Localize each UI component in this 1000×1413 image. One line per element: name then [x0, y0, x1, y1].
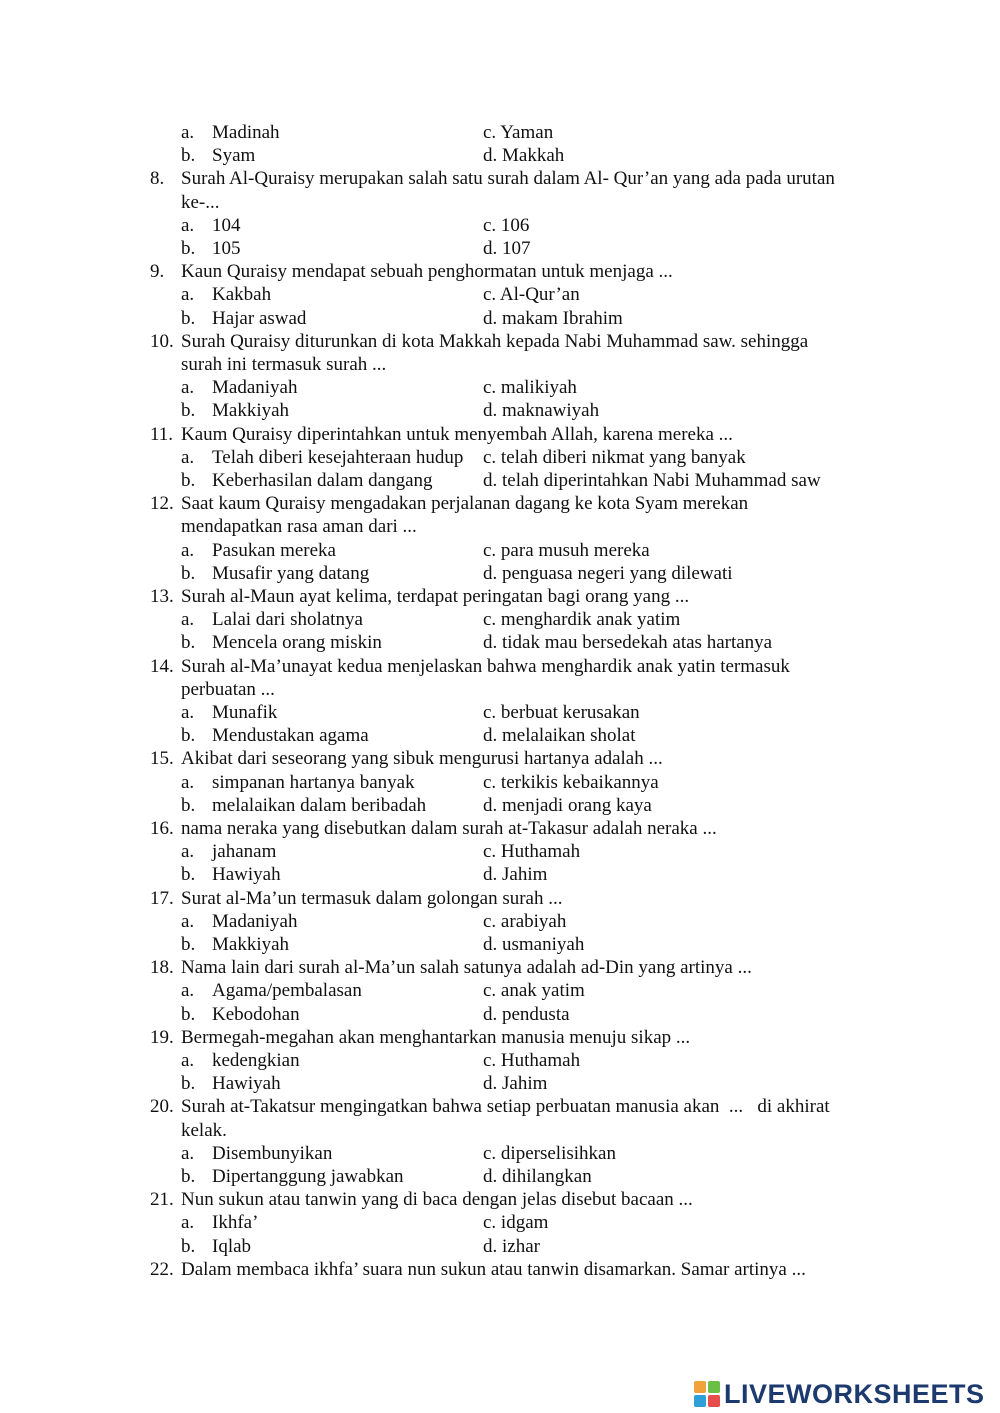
option-letter-left: b. [181, 725, 196, 747]
logo-tile-3 [694, 1395, 706, 1407]
option-letter-left: a. [181, 702, 195, 723]
question-number: 18. [150, 957, 174, 979]
option-row [0, 1235, 1000, 1258]
option-text-left: Hawiyah [212, 1073, 281, 1095]
question-text: Surah Quraisy diturunkan di kota Makkah kepada Nabi Muhammad saw. sehingga [181, 330, 809, 352]
option-letter-left: a. [181, 1212, 195, 1234]
option-text-left: Telah diberi kesejahteraan hudup [212, 446, 464, 468]
option-row [0, 1142, 1000, 1165]
question-line [0, 956, 1000, 979]
option-letter-left: b. [181, 238, 196, 259]
option-text-left: Dipertanggung jawabkan [212, 1166, 404, 1187]
option-letter-left: b. [181, 145, 196, 167]
question-number: 10. [150, 330, 174, 352]
option-text-left: Keberhasilan dalam dangang [212, 470, 433, 491]
option-letter-left: b. [181, 864, 196, 886]
question-line [0, 330, 1000, 353]
question-line [0, 423, 1000, 446]
option-row [0, 863, 1000, 886]
option-text-left: Disembunyikan [212, 1142, 333, 1164]
option-row [0, 469, 1000, 492]
option-right: c. diperselisihkan [483, 1142, 616, 1164]
option-right: c. para musuh mereka [483, 539, 650, 561]
option-letter-left: b. [181, 632, 196, 654]
option-right: d. melalaikan sholat [483, 725, 636, 747]
question-text: Surah Al-Quraisy merupakan salah satu surah dalam Al- Qur’an yang ada pada urutan [181, 168, 835, 190]
question-continuation-line [0, 678, 1000, 701]
option-right: d. Jahim [483, 1073, 548, 1095]
question-continuation-line [0, 353, 1000, 376]
option-letter-left: b. [181, 1003, 196, 1025]
liveworksheets-logo [694, 1378, 985, 1410]
question-number: 15. [150, 748, 174, 770]
question-number: 16. [150, 818, 174, 839]
option-letter-left: a. [181, 446, 195, 468]
option-text-left: Mencela orang miskin [212, 632, 382, 654]
option-row [0, 214, 1000, 237]
option-letter-left: b. [181, 1166, 196, 1187]
question-line [0, 747, 1000, 770]
option-right: d. makam Ibrahim [483, 307, 623, 329]
question-line [0, 1258, 1000, 1281]
question-line [0, 260, 1000, 283]
option-right: c. idgam [483, 1212, 549, 1234]
question-line [0, 817, 1000, 840]
option-row [0, 1072, 1000, 1095]
option-right: c. terkikis kebaikannya [483, 771, 659, 793]
option-row [0, 283, 1000, 306]
option-text-left: Hajar aswad [212, 307, 307, 329]
option-right: d. dihilangkan [483, 1166, 592, 1187]
option-text-left: Hawiyah [212, 864, 281, 886]
question-text-continued: perbuatan ... [181, 678, 275, 700]
option-text-left: jahanam [212, 841, 277, 863]
option-text-left: kedengkian [212, 1050, 300, 1071]
question-number: 12. [150, 493, 174, 515]
option-right: d. usmaniyah [483, 934, 585, 955]
option-letter-left: b. [181, 307, 196, 329]
option-text-left: 105 [212, 238, 241, 259]
option-right: d. pendusta [483, 1003, 570, 1025]
option-letter-left: a. [181, 841, 195, 863]
option-text-left: Madaniyah [212, 377, 298, 399]
question-line [0, 492, 1000, 515]
option-right: c. berbuat kerusakan [483, 702, 640, 723]
question-text: Kaun Quraisy mendapat sebuah penghormatan untuk menjaga ... [181, 261, 673, 283]
option-right: c. malikiyah [483, 377, 577, 399]
option-text-left: Kakbah [212, 284, 272, 306]
option-right: d. penguasa negeri yang dilewati [483, 562, 733, 584]
liveworksheets-logo-icon [694, 1381, 720, 1407]
option-row [0, 1165, 1000, 1188]
option-right: c. Yaman [483, 122, 554, 143]
logo-tile-1 [694, 1381, 706, 1393]
option-letter-left: b. [181, 470, 196, 491]
option-row [0, 631, 1000, 654]
option-row [0, 399, 1000, 422]
option-letter-left: b. [181, 794, 196, 816]
question-line [0, 887, 1000, 910]
question-number: 19. [150, 1026, 174, 1048]
logo-tile-4 [708, 1395, 720, 1407]
question-text: Surah al-Maun ayat kelima, terdapat peringatan bagi orang yang ... [181, 586, 690, 607]
option-row [0, 562, 1000, 585]
liveworksheets-logo-text: LIVEWORKSHEETS [724, 1378, 985, 1409]
option-row [0, 1049, 1000, 1072]
question-number: 20. [150, 1096, 174, 1118]
question-text: Dalam membaca ikhfa’ suara nun sukun atau tanwin disamarkan. Samar artinya ... [181, 1258, 806, 1280]
option-row [0, 446, 1000, 469]
option-letter-left: a. [181, 771, 195, 793]
option-row [0, 794, 1000, 817]
option-text-left: Madaniyah [212, 910, 298, 932]
option-text-left: melalaikan dalam beribadah [212, 794, 427, 816]
question-number: 13. [150, 586, 174, 607]
question-text: Kaum Quraisy diperintahkan untuk menyembah Allah, karena mereka ... [181, 423, 733, 445]
option-text-left: Iqlab [212, 1235, 252, 1257]
option-text-left: Pasukan mereka [212, 539, 336, 561]
question-number: 8. [150, 168, 165, 190]
option-right: c. Huthamah [483, 1050, 581, 1071]
question-line [0, 585, 1000, 608]
option-row [0, 933, 1000, 956]
option-text-left: Musafir yang datang [212, 562, 370, 584]
option-letter-left: a. [181, 284, 195, 306]
question-line [0, 1026, 1000, 1049]
option-row [0, 539, 1000, 562]
option-right: c. 106 [483, 214, 530, 236]
question-text: Saat kaum Quraisy mengadakan perjalanan dagang ke kota Syam merekan [181, 493, 749, 515]
option-text-left: Lalai dari sholatnya [212, 609, 363, 631]
option-text-left: Syam [212, 145, 256, 167]
option-text-left: Makkiyah [212, 934, 290, 955]
question-text: Surat al-Ma’un termasuk dalam golongan surah ... [181, 887, 563, 909]
option-text-left: simpanan hartanya banyak [212, 771, 415, 793]
option-right: d. menjadi orang kaya [483, 794, 652, 816]
option-text-left: Ikhfa’ [212, 1212, 259, 1234]
option-text-left: Madinah [212, 122, 280, 143]
question-number: 14. [150, 655, 174, 677]
option-right: d. Jahim [483, 864, 548, 886]
question-text: Akibat dari seseorang yang sibuk mengurusi hartanya adalah ... [181, 748, 663, 770]
option-letter-left: a. [181, 1142, 195, 1164]
question-number: 11. [150, 423, 174, 445]
option-letter-left: a. [181, 609, 195, 631]
option-row [0, 724, 1000, 747]
option-letter-left: a. [181, 539, 195, 561]
question-line [0, 1095, 1000, 1118]
option-right: d. maknawiyah [483, 400, 600, 422]
option-right: d. Makkah [483, 145, 565, 167]
question-line [0, 167, 1000, 190]
option-row [0, 1211, 1000, 1234]
option-row [0, 979, 1000, 1002]
option-text-left: Makkiyah [212, 400, 290, 422]
option-right: c. menghardik anak yatim [483, 609, 681, 631]
option-letter-left: b. [181, 400, 196, 422]
question-continuation-line [0, 191, 1000, 214]
question-text-continued: surah ini termasuk surah ... [181, 354, 387, 375]
option-letter-left: b. [181, 934, 196, 955]
option-right: c. anak yatim [483, 980, 585, 1002]
option-text-left: Mendustakan agama [212, 725, 369, 747]
option-letter-left: b. [181, 1073, 196, 1095]
option-right: d. telah diperintahkan Nabi Muhammad saw [483, 470, 821, 491]
option-row [0, 701, 1000, 724]
option-right: c. arabiyah [483, 910, 567, 932]
option-letter-left: a. [181, 910, 195, 932]
question-line [0, 655, 1000, 678]
option-right: c. telah diberi nikmat yang banyak [483, 446, 746, 468]
option-letter-left: b. [181, 562, 196, 584]
question-number: 21. [150, 1189, 174, 1211]
question-text: Surah at-Takatsur mengingatkan bahwa setiap perbuatan manusia akan ... di akhirat [181, 1096, 830, 1118]
option-text-left: Munafik [212, 702, 278, 723]
option-row [0, 307, 1000, 330]
option-row [0, 910, 1000, 933]
question-number: 9. [150, 261, 165, 283]
question-text: Surah al-Ma’unayat kedua menjelaskan bahwa menghardik anak yatin termasuk [181, 655, 790, 677]
option-row [0, 840, 1000, 863]
option-letter-left: a. [181, 214, 195, 236]
question-text-continued: kelak. [181, 1119, 227, 1141]
question-continuation-line [0, 1119, 1000, 1142]
logo-tile-2 [708, 1381, 720, 1393]
question-line [0, 1188, 1000, 1211]
option-row [0, 1003, 1000, 1026]
option-row [0, 144, 1000, 167]
option-row [0, 237, 1000, 260]
option-text-left: Agama/pembalasan [212, 980, 362, 1002]
option-row [0, 771, 1000, 794]
question-text-continued: mendapatkan rasa aman dari ... [181, 516, 417, 538]
option-letter-left: a. [181, 1050, 195, 1071]
question-text: Nama lain dari surah al-Ma’un salah satunya adalah ad-Din yang artinya ... [181, 957, 752, 979]
option-row [0, 608, 1000, 631]
question-text: Nun sukun atau tanwin yang di baca dengan jelas disebut bacaan ... [181, 1189, 693, 1211]
question-number: 17. [150, 887, 174, 909]
option-right: c. Al-Qur’an [483, 284, 580, 306]
question-text: Bermegah-megahan akan menghantarkan manusia menuju sikap ... [181, 1026, 691, 1048]
option-letter-left: a. [181, 377, 195, 399]
option-row [0, 121, 1000, 144]
option-text-left: 104 [212, 214, 241, 236]
option-letter-left: a. [181, 122, 195, 143]
option-letter-left: a. [181, 980, 195, 1002]
option-right: d. izhar [483, 1235, 540, 1257]
option-right: c. Huthamah [483, 841, 581, 863]
question-text: nama neraka yang disebutkan dalam surah at-Takasur adalah neraka ... [181, 818, 717, 839]
question-continuation-line [0, 515, 1000, 538]
option-letter-left: b. [181, 1235, 196, 1257]
option-right: d. 107 [483, 238, 531, 259]
question-number: 22. [150, 1258, 174, 1280]
option-right: d. tidak mau bersedekah atas hartanya [483, 632, 773, 654]
option-text-left: Kebodohan [212, 1003, 300, 1025]
question-text-continued: ke-... [181, 191, 220, 213]
option-row [0, 376, 1000, 399]
